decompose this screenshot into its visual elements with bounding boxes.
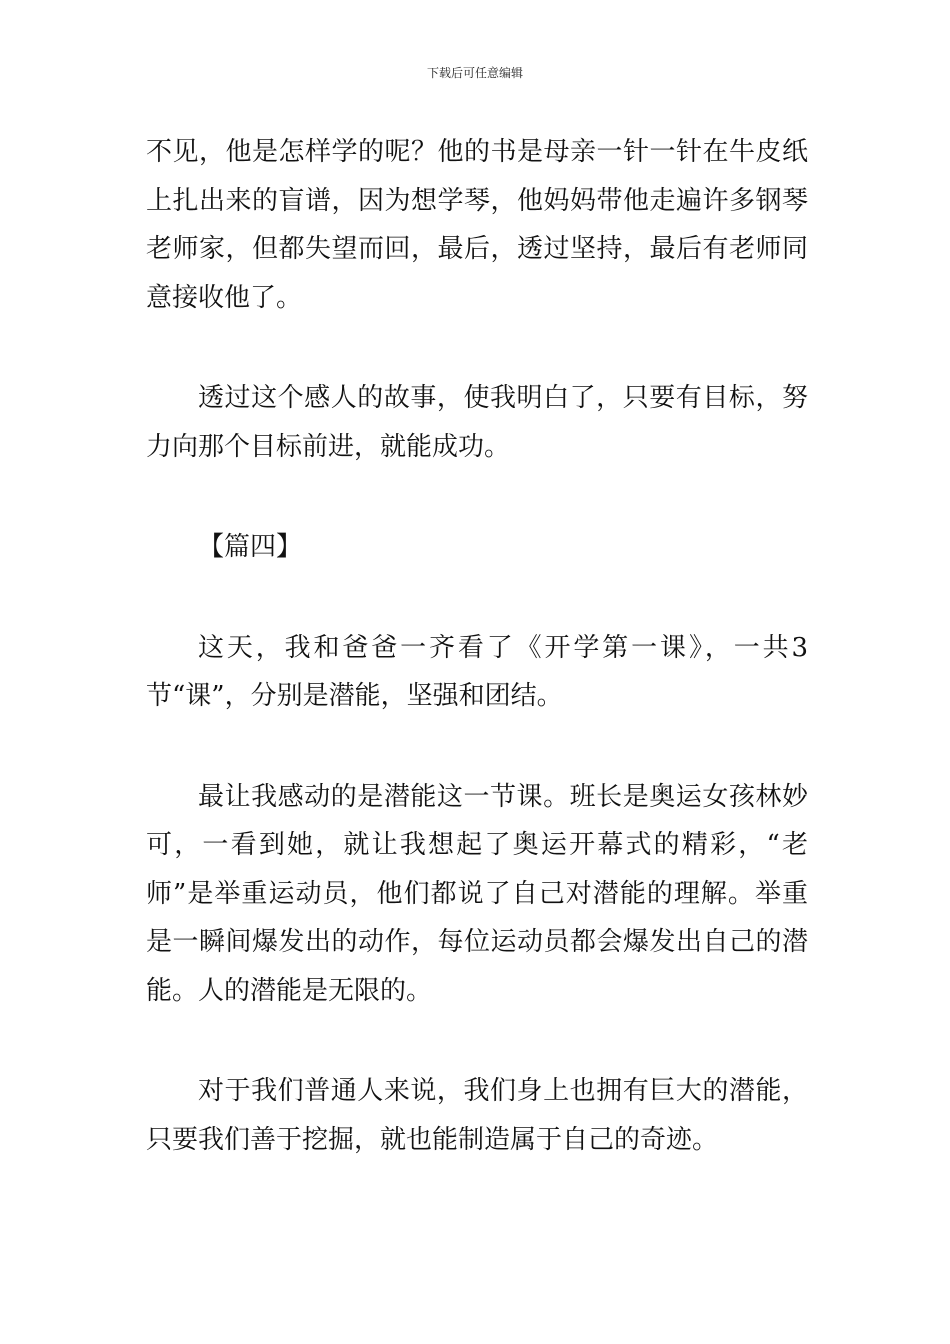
paragraph-conclusion: 透过这个感人的故事，使我明白了，只要有目标，努力向那个目标前进，就能成功。 [146, 383, 808, 462]
paragraph-continuation: 不见，他是怎样学的呢？他的书是母亲一针一针在牛皮纸上扎出来的盲谱，因为想学琴，他妈妈带他走遍许多钢琴老师家，但都失望而回，最后，透过坚持，最后有老师同意接收他了。 [146, 137, 808, 313]
section-heading: 【篇四】 [198, 532, 303, 562]
document-body [146, 128, 808, 1164]
paragraph-potential: 最让我感动的是潜能这一节课。班长是奥运女孩林妙可，一看到她，就让我想起了奥运开幕式的精彩，“老师”是举重运动员，他们都说了自己对潜能的理解。举重是一瞬间爆发出的动作，每位运动员都会爆发出自己的潜能。人的潜能是无限的。 [146, 781, 808, 1006]
paragraph-final: 对于我们普通人来说，我们身上也拥有巨大的潜能，只要我们善于挖掘，就也能制造属于自己的奇迹。 [146, 1076, 808, 1155]
paragraph-intro: 这天，我和爸爸一齐看了《开学第一课》，一共3节“课”，分别是潜能，坚强和团结。 [146, 632, 808, 711]
page-header-note: 下载后可任意编辑 [426, 66, 523, 80]
